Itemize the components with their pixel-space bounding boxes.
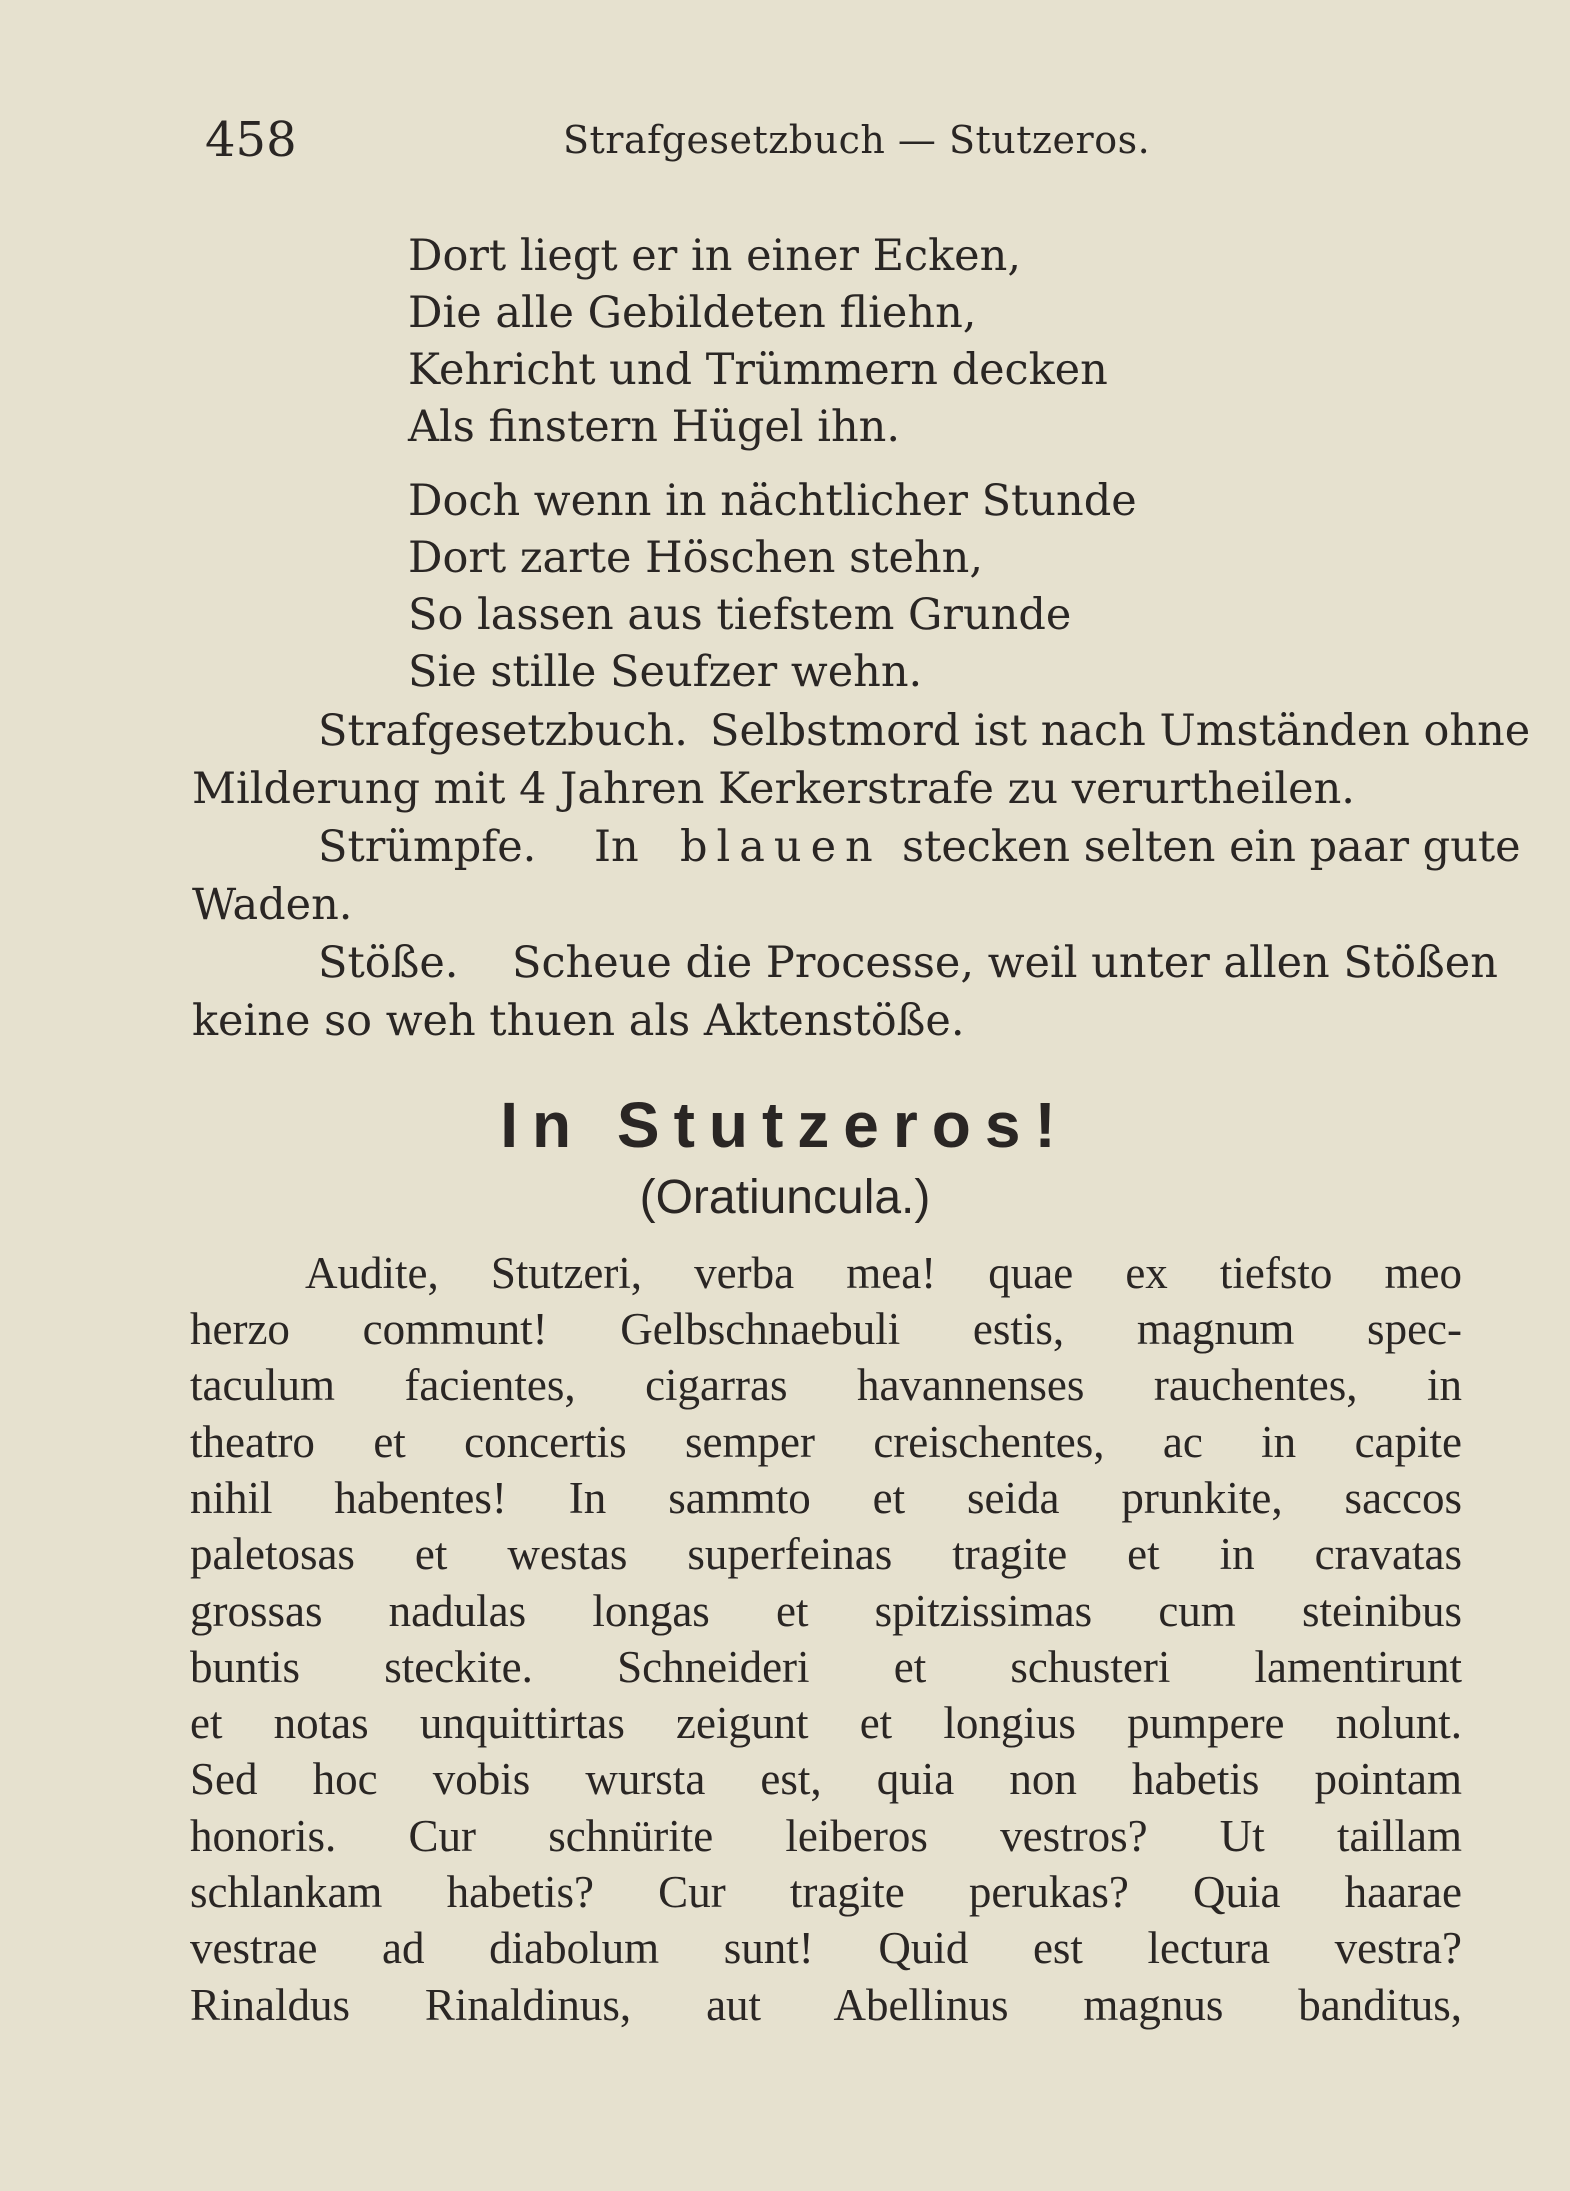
entry-emphasis: blauen xyxy=(680,822,882,872)
entry-text: stecken selten ein paar gute xyxy=(902,822,1521,872)
entry-headword: Strümpfe. xyxy=(318,822,537,872)
text-line: vestrae ad diabolum sunt! Quid est lectura vestra? xyxy=(190,1923,1462,1973)
text-line: paletosas et westas superfeinas tragite et in cravatas xyxy=(190,1529,1462,1579)
entry-text: keine so weh thuen als Aktenstöße. xyxy=(192,996,965,1046)
page-header xyxy=(205,112,1475,172)
text-line: Sed hoc vobis wursta est, quia non habetis pointam xyxy=(190,1754,1462,1804)
text-line: buntis steckite. Schneideri et schusteri lamentirunt xyxy=(190,1642,1462,1692)
entry-text: Milderung mit 4 Jahren Kerkerstrafe zu verurtheilen. xyxy=(192,764,1355,814)
poem-line: So lassen aus tiefstem Grunde xyxy=(408,590,1072,640)
text-line: schlankam habetis? Cur tragite perukas? Quia haarae xyxy=(190,1867,1462,1917)
poem-line: Dort liegt er in einer Ecken, xyxy=(408,231,1021,281)
text-line: Rinaldus Rinaldinus, aut Abellinus magnus banditus, xyxy=(190,1980,1462,2030)
poem-line: Dort zarte Höschen stehn, xyxy=(408,533,983,583)
poem-line: Sie stille Seufzer wehn. xyxy=(408,647,923,697)
text-line: herzo communt! Gelbschnaebuli estis, magnum spec- xyxy=(190,1304,1462,1354)
entry-text: Waden. xyxy=(192,880,353,930)
text-line: Audite, Stutzeri, verba mea! quae ex tiefsto meo xyxy=(305,1248,1462,1298)
entry-headword: Strafgesetzbuch. xyxy=(318,706,688,756)
poem-line: Kehricht und Trümmern decken xyxy=(408,345,1108,395)
text-line: taculum facientes, cigarras havannenses rauchentes, in xyxy=(190,1360,1462,1410)
text-line: grossas nadulas longas et spitzissimas cum steinibus xyxy=(190,1586,1462,1636)
section-title: In Stutzeros! xyxy=(500,1089,1070,1161)
text-line: nihil habentes! In sammto et seida prunkite, saccos xyxy=(190,1473,1462,1523)
page-number: 458 xyxy=(205,112,297,168)
entry-text: Scheue die Processe, weil unter allen Stößen xyxy=(512,938,1498,988)
running-title: Strafgesetzbuch — Stutzeros. xyxy=(563,118,1151,162)
poem-line: Als finstern Hügel ihn. xyxy=(408,402,901,452)
poem-line: Doch wenn in nächtlicher Stunde xyxy=(408,476,1137,526)
entry-text: In xyxy=(594,822,639,872)
text-line: honoris. Cur schnürite leiberos vestros? Ut taillam xyxy=(190,1811,1462,1861)
poem-line: Die alle Gebildeten fliehn, xyxy=(408,288,977,338)
text-line: theatro et concertis semper creischentes, ac in capite xyxy=(190,1417,1462,1467)
section-subtitle: (Oratiuncula.) xyxy=(639,1171,931,1224)
entry-text: Selbstmord ist nach Umständen ohne xyxy=(710,706,1531,756)
entry-headword: Stöße. xyxy=(318,938,459,988)
text-line: et notas unquittirtas zeigunt et longius pumpere nolunt. xyxy=(190,1698,1462,1748)
